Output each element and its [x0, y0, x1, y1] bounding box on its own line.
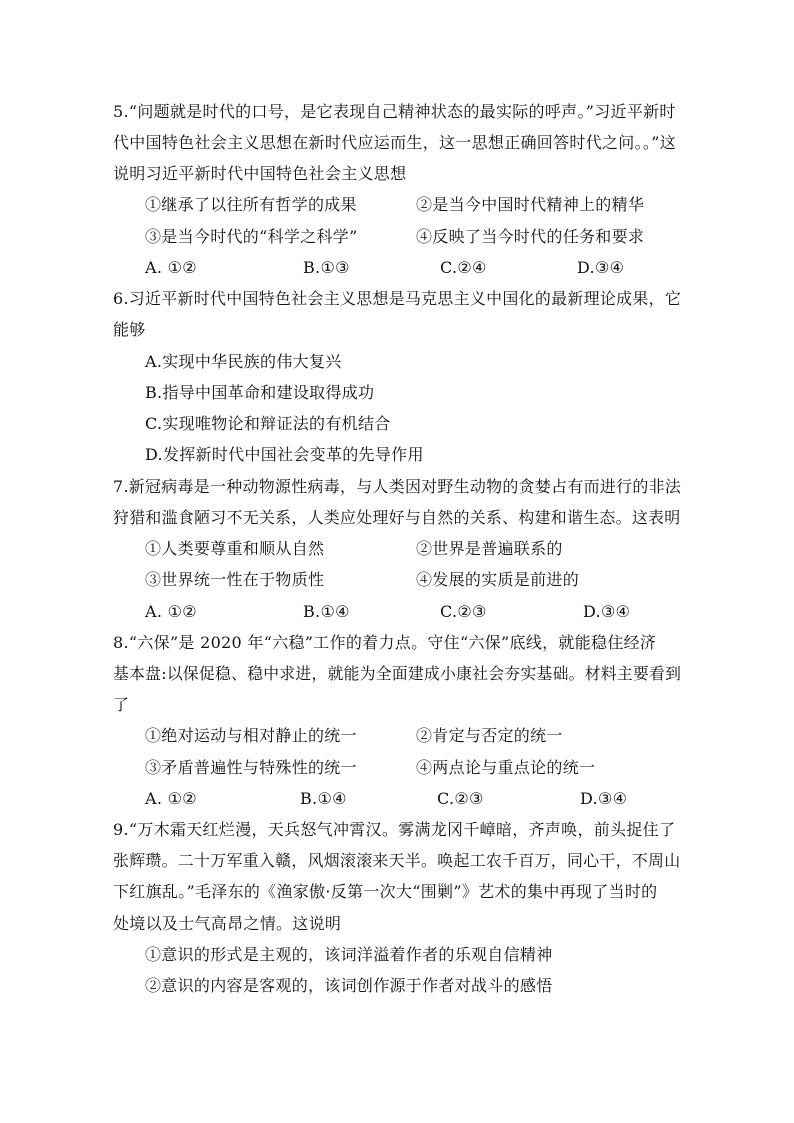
question-9-line-4: 处境以及士气高昂之情。这说明	[113, 914, 342, 933]
question-7-line-1: 7.新冠病毒是一种动物源性病毒，与人类因对野生动物的贪婪占有而进行的非法	[113, 477, 682, 496]
question-5-line-1: 5.“问题就是时代的口号，是它表现自己精神状态的最实际的呼声。”习近平新时	[113, 102, 676, 121]
question-7-option-b: B.①④	[303, 602, 350, 621]
question-6-option-a: A.实现中华民族的伟大复兴	[145, 352, 342, 371]
question-8-option-b: B.①④	[300, 789, 347, 808]
question-6-option-b: B.指导中国革命和建设取得成功	[145, 383, 375, 402]
question-8-option-c: C.②③	[437, 789, 484, 808]
question-8-statement-3: ③矛盾普遍性与特殊性的统一	[145, 758, 357, 777]
question-6-line-1: 6.习近平新时代中国特色社会主义思想是马克思主义中国化的最新理论成果，它	[113, 289, 682, 308]
question-8-line-2: 基本盘:以保促稳、稳中求进，就能为全面建成小康社会夯实基础。材料主要看到	[113, 664, 682, 683]
question-5-line-2: 代中国特色社会主义思想在新时代应运而生，这一思想正确回答时代之问。。”这	[113, 133, 676, 152]
question-7-line-2: 狩猎和滥食陋习不无关系，人类应处理好与自然的关系、构建和谐生态。这表明	[113, 508, 681, 527]
question-8-statement-4: ④两点论与重点论的统一	[416, 758, 596, 777]
question-7-statement-2: ②世界是普遍联系的	[416, 539, 563, 558]
question-5-statement-3: ③是当今时代的“科学之科学”	[145, 227, 358, 246]
question-8-statement-1: ①绝对运动与相对静止的统一	[145, 726, 357, 745]
question-6-option-c: C.实现唯物论和辩证法的有机结合	[145, 414, 391, 433]
question-6-line-2: 能够	[113, 320, 146, 339]
question-7-statement-3: ③世界统一性在于物质性	[145, 570, 325, 589]
question-7-option-a: A. ①②	[145, 602, 197, 621]
question-5-option-c: C.②④	[440, 258, 487, 277]
question-9-line-3: 下红旗乱。”毛泽东的《渔家傲·反第一次大“围剿”》艺术的集中再现了当时的	[113, 882, 658, 901]
question-8-option-d: D.③④	[580, 789, 628, 808]
question-5-statement-4: ④反映了当今时代的任务和要求	[416, 227, 645, 246]
question-5-line-3: 说明习近平新时代中国特色社会主义思想	[113, 164, 407, 183]
question-8-option-a: A. ①②	[145, 789, 197, 808]
question-9-statement-2: ②意识的内容是客观的，该词创作源于作者对战斗的感悟	[145, 976, 553, 995]
question-9-line-1: 9.“万木霜天红烂漫，天兵怒气冲霄汉。雾满龙冈千嶂暗，齐声唤，前头捉住了	[113, 820, 676, 839]
question-8-line-3: 了	[113, 695, 130, 714]
question-8-line-1: 8.“六保”是 2020 年“六稳”工作的着力点。守住“六保”底线，就能稳住经济	[113, 633, 657, 652]
question-7-statement-4: ④发展的实质是前进的	[416, 570, 580, 589]
question-5-option-b: B.①③	[303, 258, 350, 277]
question-9-statement-1: ①意识的形式是主观的，该词洋溢着作者的乐观自信精神	[145, 945, 553, 964]
question-5-statement-2: ②是当今中国时代精神上的精华	[416, 195, 645, 214]
question-5-statement-1: ①继承了以往所有哲学的成果	[145, 195, 357, 214]
question-6-option-d: D.发挥新时代中国社会变革的先导作用	[145, 445, 424, 464]
question-7-option-c: C.②③	[440, 602, 487, 621]
question-9-line-2: 张辉瓒。二十万军重入赣，风烟滚滚来天半。唤起工农千百万，同心干，不周山	[113, 851, 681, 870]
question-5-option-a: A. ①②	[145, 258, 197, 277]
question-7-option-d: D.③④	[583, 602, 631, 621]
question-5-option-d: D.③④	[577, 258, 625, 277]
question-8-statement-2: ②肯定与否定的统一	[416, 726, 563, 745]
question-7-statement-1: ①人类要尊重和顺从自然	[145, 539, 325, 558]
